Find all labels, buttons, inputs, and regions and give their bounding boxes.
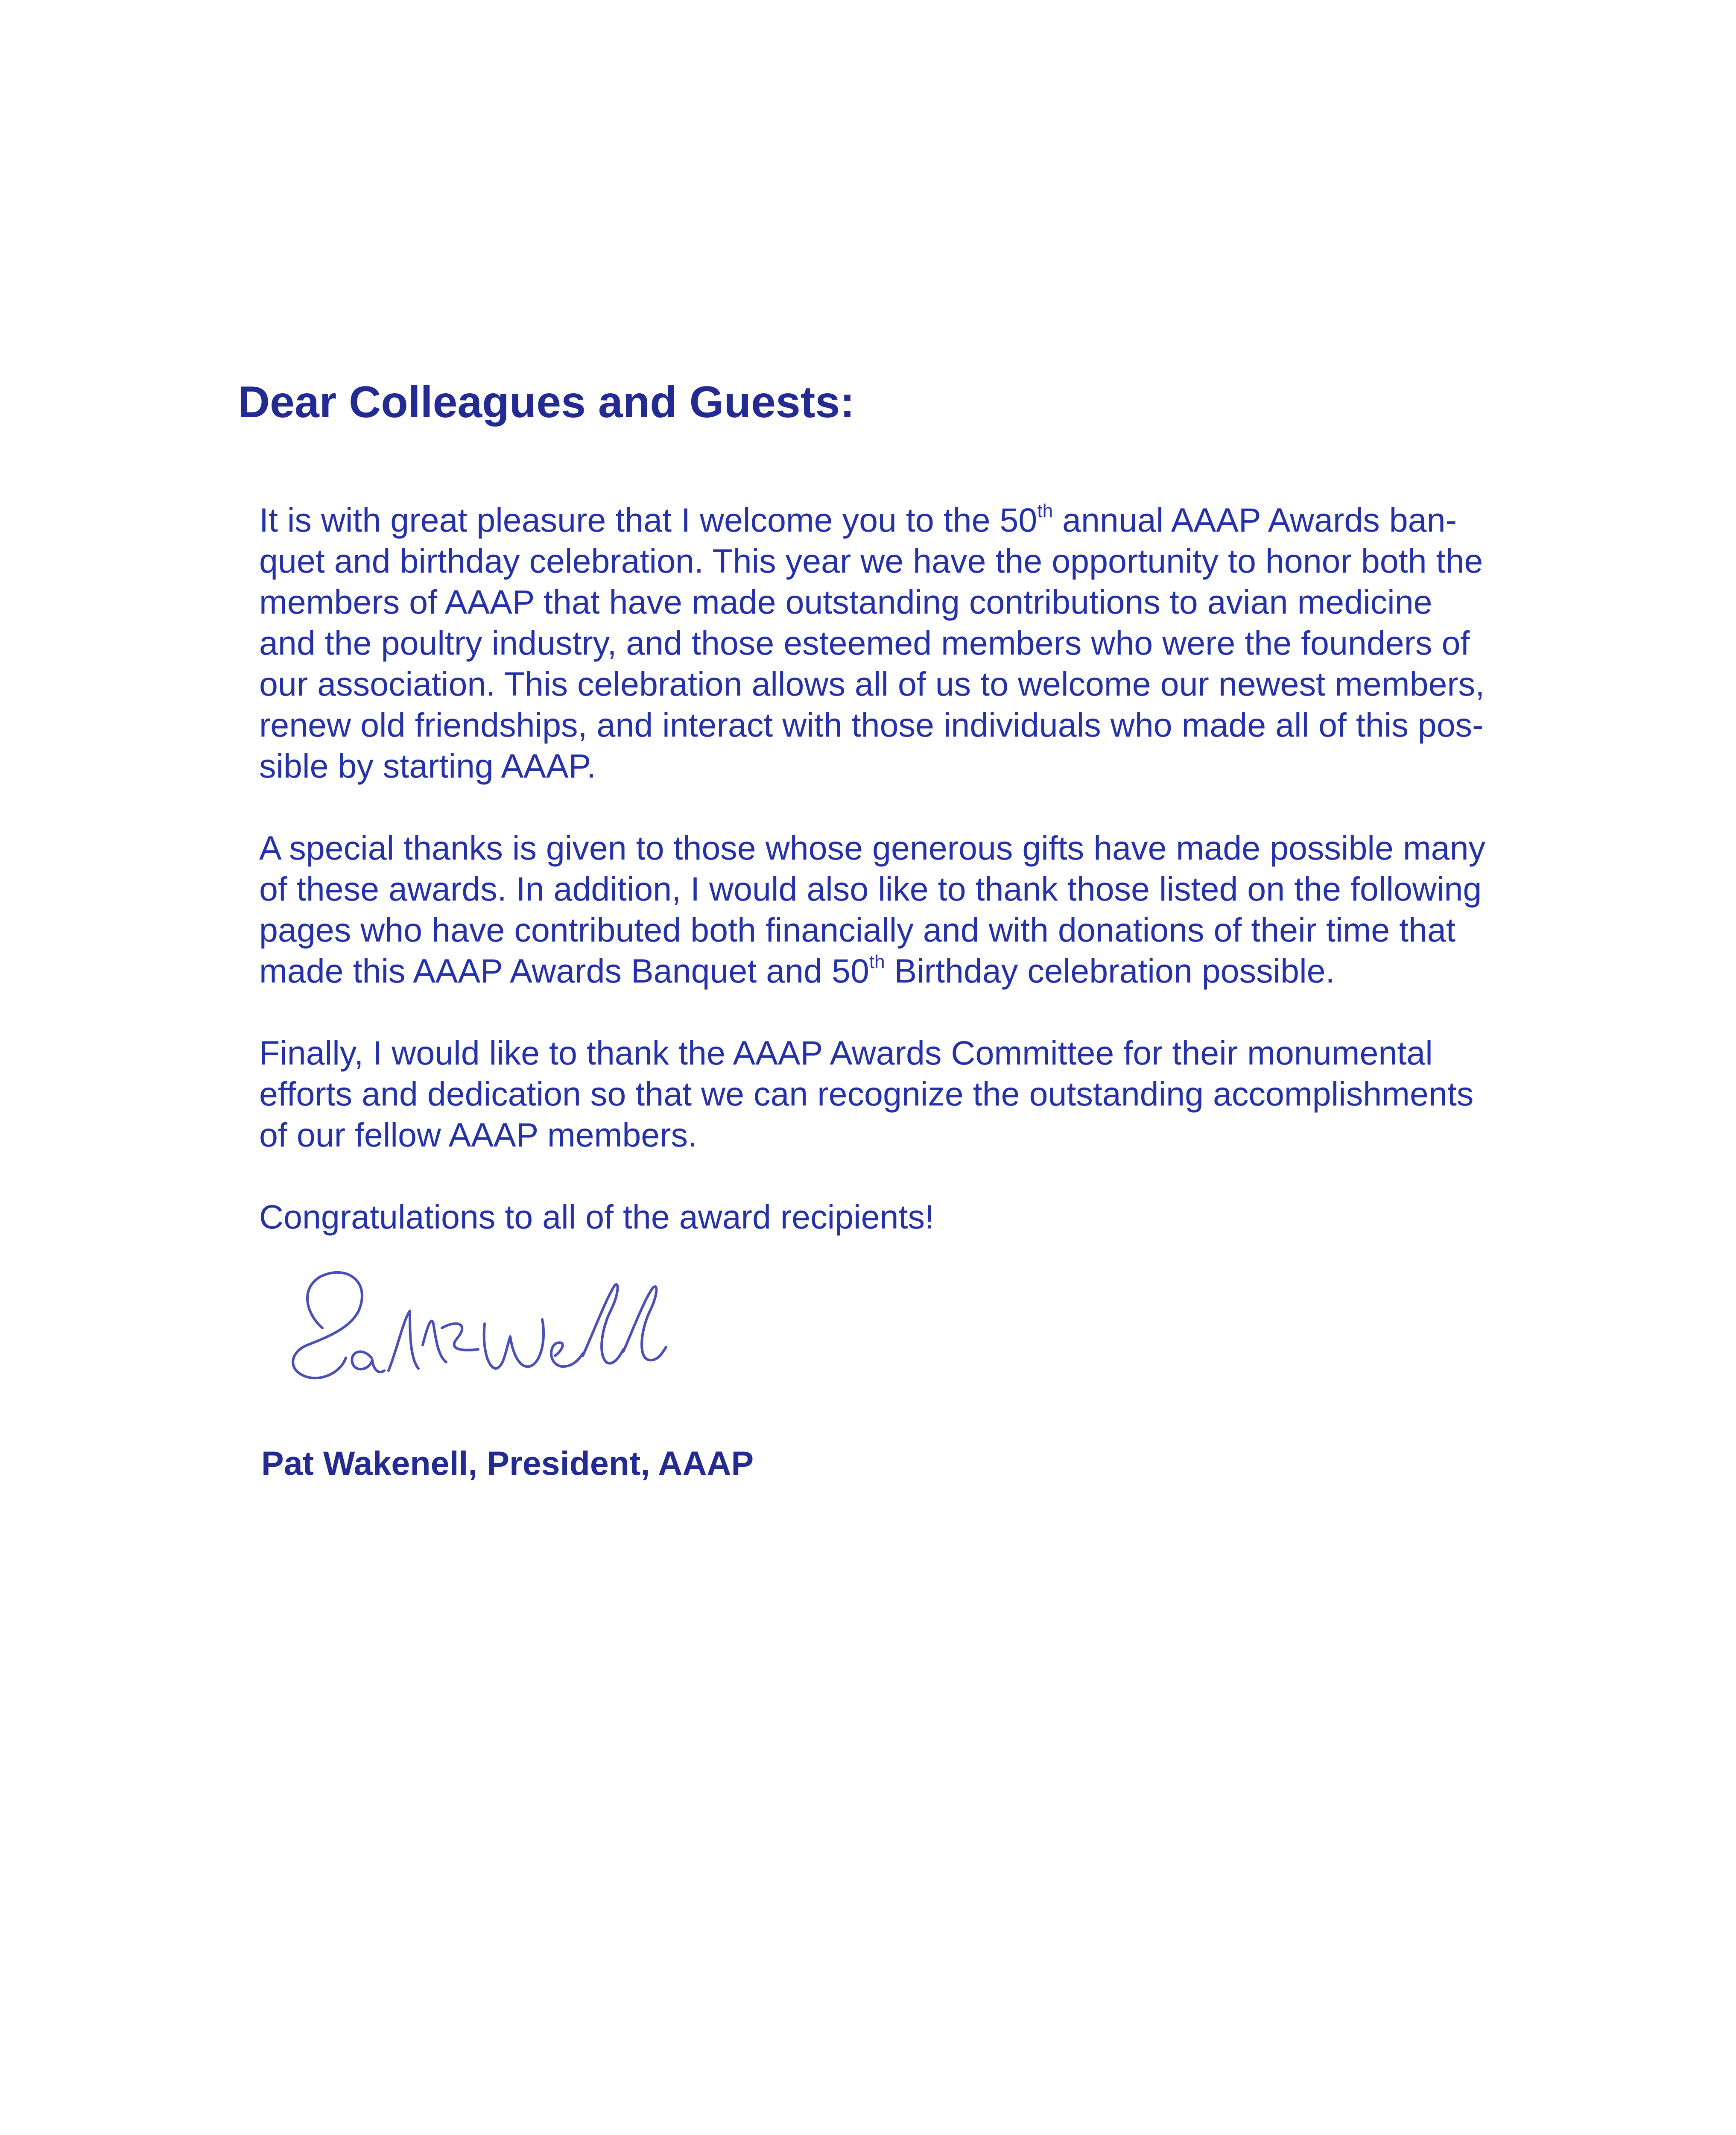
paragraph-line: A special thanks is given to those whose generous gifts have made possible many — [259, 829, 1486, 867]
line-text: made this AAAP Awards Banquet and 50 — [259, 952, 869, 990]
paragraph-line: pages who have contributed both financially and with donations of their time that — [259, 911, 1455, 949]
paragraph-line: quet and birthday celebration. This year we have the opportunity to honor both the — [259, 542, 1483, 580]
line-text: annual AAAP Awards ban- — [1053, 501, 1457, 539]
paragraph-line: members of AAAP that have made outstanding contributions to avian medicine — [259, 583, 1432, 621]
closing-line — [259, 1196, 1574, 1237]
paragraph-line: and the poultry industry, and those esteemed members who were the founders of — [259, 624, 1470, 662]
paragraph-line: of these awards. In addition, I would also like to thank those listed on the following — [259, 870, 1482, 908]
paragraph-line: Finally, I would like to thank the AAAP Awards Committee for their monumental — [259, 1034, 1433, 1072]
paragraph-committee — [259, 1032, 1574, 1155]
ordinal-superscript: th — [869, 951, 885, 972]
paragraph-line: efforts and dedication so that we can recognize the outstanding accomplishments — [259, 1075, 1474, 1113]
salutation-heading: Dear Colleagues and Guests: — [238, 377, 855, 427]
letter-body — [259, 500, 1574, 1278]
line-text: It is with great pleasure that I welcome you to the 50 — [259, 501, 1038, 539]
paragraph-line — [259, 500, 1574, 541]
paragraph-line: our association. This celebration allows all of us to welcome our newest members, — [259, 665, 1485, 703]
ordinal-superscript: th — [1037, 500, 1053, 521]
paragraph-line: renew old friendships, and interact with those individuals who made all of this pos- — [259, 706, 1484, 744]
paragraph-welcome — [259, 500, 1574, 787]
paragraph-line: of our fellow AAAP members. — [259, 1116, 697, 1154]
handwritten-signature-graphic — [282, 1264, 709, 1405]
paragraph-line: Congratulations to all of the award recipients! — [259, 1198, 934, 1236]
paragraph-thanks — [259, 828, 1574, 991]
paragraph-line: sible by starting AAAP. — [259, 747, 596, 785]
line-text: Birthday celebration possible. — [885, 952, 1335, 990]
signer-name-title: Pat Wakenell, President, AAAP — [261, 1444, 754, 1482]
paragraph-line — [259, 951, 1574, 991]
signature-icon — [282, 1264, 709, 1405]
